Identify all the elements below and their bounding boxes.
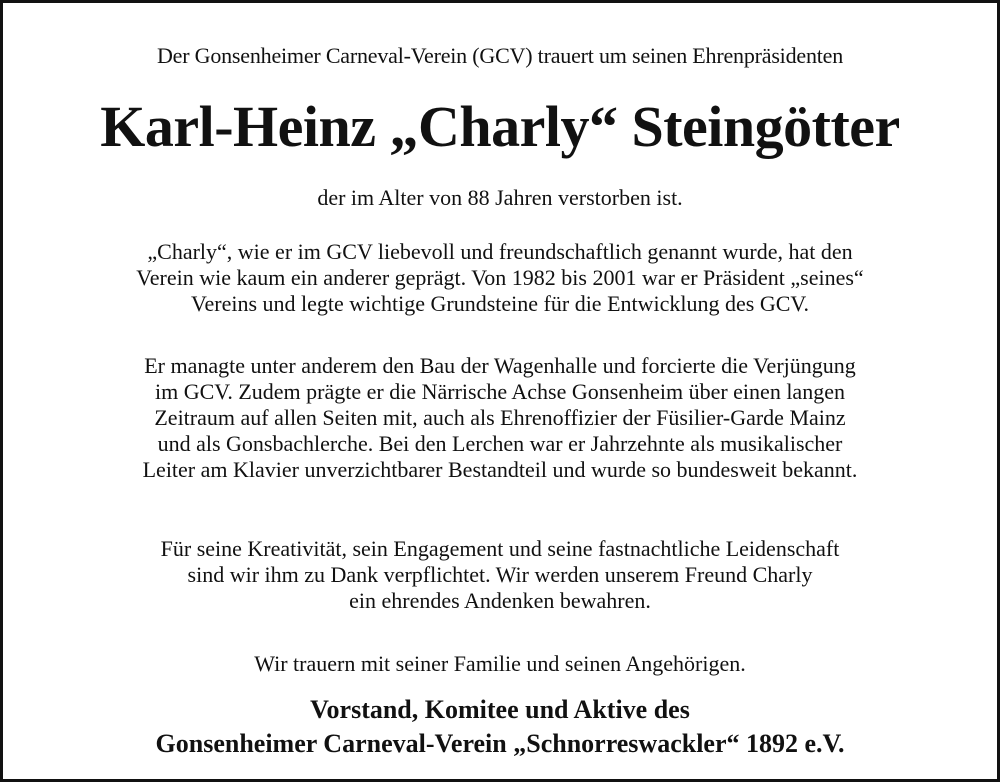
- deceased-name: Karl-Heinz „Charly“ Steingötter: [100, 94, 900, 159]
- text-line: Er managte unter anderem den Bau der Wagenhalle und forcierte die Verjüngung: [144, 353, 856, 378]
- signature-block: [3, 693, 997, 761]
- text-line: Zeitraum auf allen Seiten mit, auch als Ehrenoffizier der Füsilier-Garde Mainz: [154, 405, 846, 430]
- text-line: im GCV. Zudem prägte er die Närrische Achse Gonsenheim über einen langen: [155, 379, 845, 404]
- intro-line: Der Gonsenheimer Carneval-Verein (GCV) trauert um seinen Ehrenpräsidenten: [156, 43, 844, 68]
- paragraph-condolence: [3, 651, 997, 677]
- text-line: sind wir ihm zu Dank verpflichtet. Wir werden unserem Freund Charly: [187, 562, 813, 587]
- text-line: Für seine Kreativität, sein Engagement und seine fastnachtliche Leidenschaft: [160, 536, 840, 561]
- paragraph-achievements: [3, 353, 997, 483]
- signature-line-2: Gonsenheimer Carneval-Verein „Schnorreswackler“ 1892 e.V.: [155, 729, 845, 758]
- text-line: „Charly“, wie er im GCV liebevoll und freundschaftlich genannt wurde, hat den: [147, 239, 853, 264]
- text-line: Wir trauern mit seiner Familie und seinen Angehörigen.: [254, 651, 746, 676]
- text-line: ein ehrendes Andenken bewahren.: [349, 588, 651, 613]
- text-line: Vereins und legte wichtige Grundsteine für die Entwicklung des GCV.: [191, 291, 809, 316]
- text-line: und als Gonsbachlerche. Bei den Lerchen war er Jahrzehnte als musikalischer: [157, 431, 843, 456]
- text-line: Verein wie kaum ein anderer geprägt. Von 1982 bis 2001 war er Präsident „seines“: [136, 265, 864, 290]
- age-line: der im Alter von 88 Jahren verstorben ist.: [317, 185, 683, 210]
- signature-line-1: Vorstand, Komitee und Aktive des: [310, 695, 690, 724]
- paragraph-tribute: [3, 239, 997, 317]
- paragraph-gratitude: [3, 536, 997, 614]
- text-line: Leiter am Klavier unverzichtbarer Bestandteil und wurde so bundesweit bekannt.: [142, 457, 858, 482]
